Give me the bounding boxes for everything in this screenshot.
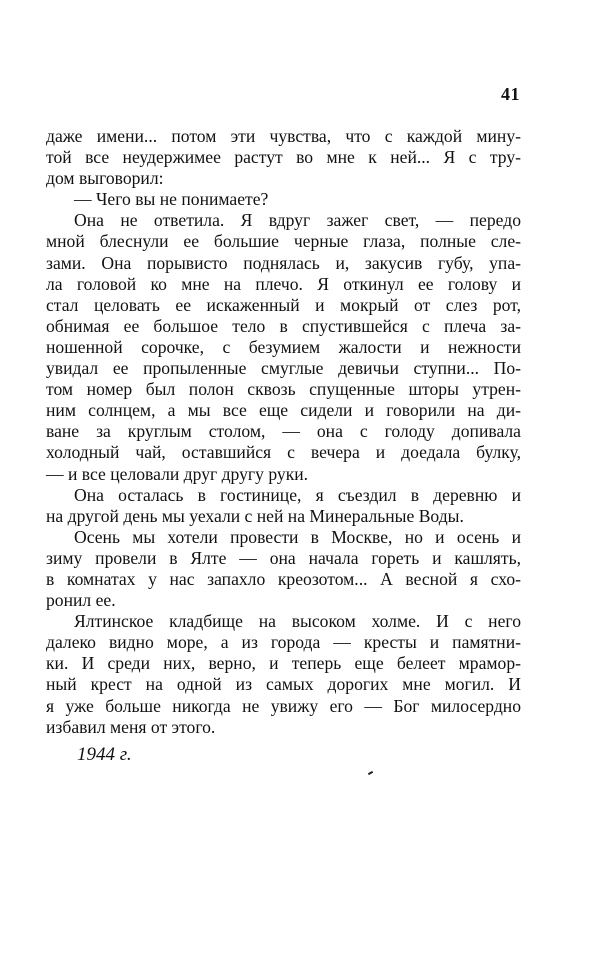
body-text <box>46 126 521 738</box>
text-line: том номер был полон сквозь спущенные шторы утрен- <box>46 379 521 400</box>
text-line: Она не ответила. Я вдруг зажег свет, — передо <box>74 210 521 231</box>
text-line: в комнатах у нас запахло креозотом... А весной я схо- <box>46 568 521 589</box>
text-line: я уже больше никогда не увижу его — Бог милосердно <box>46 695 521 716</box>
date-signature: 1944 г. <box>77 744 132 765</box>
text-line: стал целовать ее искаженный и мокрый от слез рот, <box>46 294 521 315</box>
text-line: избавил меня от этого. <box>46 716 216 737</box>
text-line: зиму провели в Ялте — она начала гореть и кашлять, <box>46 547 521 568</box>
text-line: Осень мы хотели провести в Москве, но и осень и <box>74 526 521 547</box>
text-line: ронил ее. <box>46 590 116 611</box>
text-line: — и все целовали друг другу руки. <box>46 463 309 484</box>
text-line: ный крест на одной из самых дорогих мне могил. И <box>46 674 521 695</box>
text-line: даже имени... потом эти чувства, что с каждой мину- <box>46 126 521 146</box>
text-line: ношенной сорочке, с безумием жалости и нежности <box>46 336 521 357</box>
text-line: обнимая ее большое тело в спустившейся с плеча за- <box>46 315 521 336</box>
text-line: Ялтинское кладбище на высоком холме. И с него <box>74 611 521 632</box>
text-line: Она осталась в гостинице, я съездил в деревню и <box>74 484 521 505</box>
text-line: ла головой ко мне на плечо. Я откинул ее голову и <box>46 273 521 294</box>
text-line: мной блеснули ее большие черные глаза, полные сле- <box>46 231 521 252</box>
text-line: той все неудержимее растут во мне к ней... Я с тру- <box>46 147 521 168</box>
text-line: ки. И среди них, верно, и теперь еще белеет мрамор- <box>46 653 521 674</box>
text-line: холодный чай, оставшийся с вечера и доедала булку, <box>46 442 521 463</box>
text-line: — Чего вы не понимаете? <box>74 189 269 210</box>
text-line: ване за круглым столом, — она с голоду допивала <box>46 421 521 442</box>
text-line: на другой день мы уехали с ней на Минеральные Воды. <box>46 505 464 526</box>
text-line: далеко видно море, а из города — кресты и памятни- <box>46 632 521 653</box>
text-line: дом выговорил: <box>46 168 164 189</box>
print-speck <box>368 771 373 775</box>
text-line: зами. Она порывисто поднялась и, закусив губу, упа- <box>46 252 521 273</box>
page-number: 41 <box>501 84 520 104</box>
text-line: увидал ее пропыленные смуглые девичьи ступни... По- <box>46 358 521 379</box>
text-line: ним солнцем, а мы все еще сидели и говорили на ди- <box>46 400 521 421</box>
